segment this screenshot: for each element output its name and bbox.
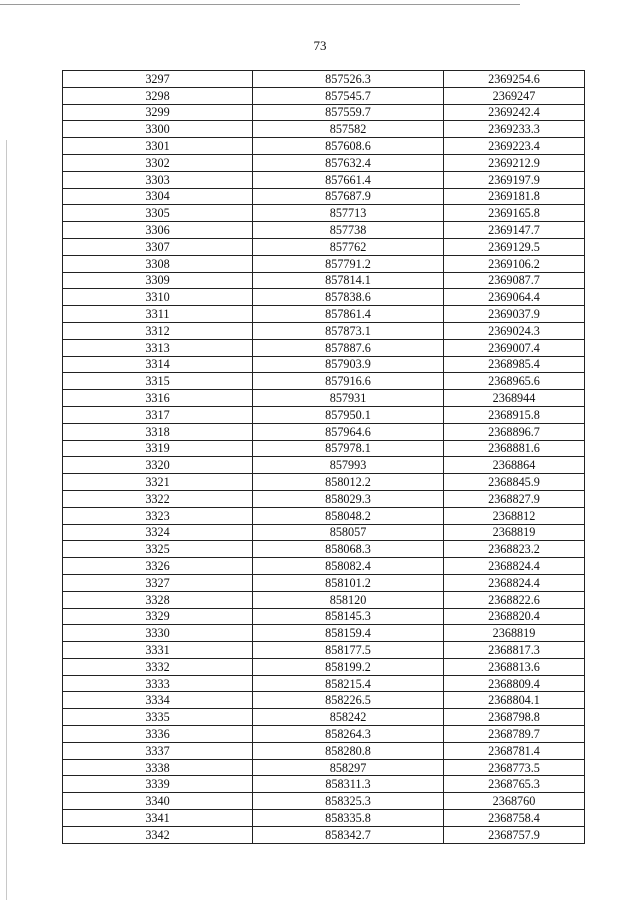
y-coordinate-cell: 2368813.6	[444, 658, 585, 675]
y-coordinate-cell: 2368823.2	[444, 541, 585, 558]
y-coordinate-cell: 2369147.7	[444, 222, 585, 239]
table-row	[63, 709, 585, 726]
point-number-cell: 3331	[63, 642, 253, 659]
table-row	[63, 658, 585, 675]
y-coordinate-cell: 2368824.4	[444, 558, 585, 575]
table-row	[63, 742, 585, 759]
point-number-cell: 3330	[63, 625, 253, 642]
y-coordinate-cell: 2369223.4	[444, 138, 585, 155]
point-number-cell: 3339	[63, 776, 253, 793]
y-coordinate-cell: 2368820.4	[444, 608, 585, 625]
y-coordinate-cell: 2369064.4	[444, 289, 585, 306]
point-number-cell: 3318	[63, 423, 253, 440]
table-row	[63, 524, 585, 541]
x-coordinate-cell: 857861.4	[253, 306, 444, 323]
y-coordinate-cell: 2368845.9	[444, 474, 585, 491]
x-coordinate-cell: 857545.7	[253, 87, 444, 104]
point-number-cell: 3311	[63, 306, 253, 323]
point-number-cell: 3342	[63, 826, 253, 843]
y-coordinate-cell: 2368760	[444, 793, 585, 810]
point-number-cell: 3306	[63, 222, 253, 239]
table-row	[63, 507, 585, 524]
table-row	[63, 675, 585, 692]
point-number-cell: 3322	[63, 490, 253, 507]
table-row	[63, 255, 585, 272]
y-coordinate-cell: 2368757.9	[444, 826, 585, 843]
y-coordinate-cell: 2369254.6	[444, 71, 585, 88]
point-number-cell: 3325	[63, 541, 253, 558]
x-coordinate-cell: 858226.5	[253, 692, 444, 709]
x-coordinate-cell: 857993	[253, 457, 444, 474]
x-coordinate-cell: 857762	[253, 238, 444, 255]
x-coordinate-cell: 857608.6	[253, 138, 444, 155]
scan-top-rule	[0, 4, 520, 5]
x-coordinate-cell: 858057	[253, 524, 444, 541]
point-number-cell: 3298	[63, 87, 253, 104]
table-row	[63, 171, 585, 188]
point-number-cell: 3329	[63, 608, 253, 625]
y-coordinate-cell: 2368798.8	[444, 709, 585, 726]
x-coordinate-cell: 857903.9	[253, 356, 444, 373]
point-number-cell: 3326	[63, 558, 253, 575]
point-number-cell: 3316	[63, 390, 253, 407]
x-coordinate-cell: 857582	[253, 121, 444, 138]
y-coordinate-cell: 2368915.8	[444, 406, 585, 423]
x-coordinate-cell: 857887.6	[253, 339, 444, 356]
table-row	[63, 457, 585, 474]
point-number-cell: 3328	[63, 591, 253, 608]
point-number-cell: 3341	[63, 810, 253, 827]
x-coordinate-cell: 858101.2	[253, 574, 444, 591]
table-row	[63, 322, 585, 339]
table-row	[63, 776, 585, 793]
table-row	[63, 826, 585, 843]
coordinates-table	[62, 70, 585, 844]
y-coordinate-cell: 2369242.4	[444, 104, 585, 121]
x-coordinate-cell: 857978.1	[253, 440, 444, 457]
table-row	[63, 625, 585, 642]
y-coordinate-cell: 2369181.8	[444, 188, 585, 205]
x-coordinate-cell: 857526.3	[253, 71, 444, 88]
x-coordinate-cell: 857738	[253, 222, 444, 239]
point-number-cell: 3332	[63, 658, 253, 675]
x-coordinate-cell: 858242	[253, 709, 444, 726]
x-coordinate-cell: 857838.6	[253, 289, 444, 306]
y-coordinate-cell: 2368827.9	[444, 490, 585, 507]
page-number: 73	[313, 38, 327, 53]
table-row	[63, 490, 585, 507]
point-number-cell: 3319	[63, 440, 253, 457]
point-number-cell: 3315	[63, 373, 253, 390]
x-coordinate-cell: 858325.3	[253, 793, 444, 810]
x-coordinate-cell: 857931	[253, 390, 444, 407]
point-number-cell: 3320	[63, 457, 253, 474]
table-row	[63, 726, 585, 743]
point-number-cell: 3304	[63, 188, 253, 205]
y-coordinate-cell: 2368819	[444, 625, 585, 642]
table-row	[63, 541, 585, 558]
y-coordinate-cell: 2368965.6	[444, 373, 585, 390]
table-row	[63, 238, 585, 255]
y-coordinate-cell: 2368896.7	[444, 423, 585, 440]
y-coordinate-cell: 2369233.3	[444, 121, 585, 138]
y-coordinate-cell: 2369247	[444, 87, 585, 104]
point-number-cell: 3302	[63, 154, 253, 171]
y-coordinate-cell: 2368809.4	[444, 675, 585, 692]
x-coordinate-cell: 858264.3	[253, 726, 444, 743]
x-coordinate-cell: 858048.2	[253, 507, 444, 524]
table-row	[63, 138, 585, 155]
point-number-cell: 3327	[63, 574, 253, 591]
y-coordinate-cell: 2368881.6	[444, 440, 585, 457]
y-coordinate-cell: 2368781.4	[444, 742, 585, 759]
y-coordinate-cell: 2368804.1	[444, 692, 585, 709]
y-coordinate-cell: 2369129.5	[444, 238, 585, 255]
x-coordinate-cell: 857791.2	[253, 255, 444, 272]
point-number-cell: 3338	[63, 759, 253, 776]
table-row	[63, 87, 585, 104]
table-row	[63, 356, 585, 373]
y-coordinate-cell: 2368985.4	[444, 356, 585, 373]
point-number-cell: 3308	[63, 255, 253, 272]
table-row	[63, 104, 585, 121]
table-row	[63, 574, 585, 591]
x-coordinate-cell: 857559.7	[253, 104, 444, 121]
table-row	[63, 474, 585, 491]
table-row	[63, 121, 585, 138]
table-row	[63, 289, 585, 306]
x-coordinate-cell: 858120	[253, 591, 444, 608]
table-row	[63, 306, 585, 323]
y-coordinate-cell: 2368824.4	[444, 574, 585, 591]
point-number-cell: 3317	[63, 406, 253, 423]
point-number-cell: 3323	[63, 507, 253, 524]
x-coordinate-cell: 857873.1	[253, 322, 444, 339]
x-coordinate-cell: 858159.4	[253, 625, 444, 642]
y-coordinate-cell: 2369037.9	[444, 306, 585, 323]
y-coordinate-cell: 2369197.9	[444, 171, 585, 188]
table-row	[63, 759, 585, 776]
table-row	[63, 558, 585, 575]
table-row	[63, 810, 585, 827]
y-coordinate-cell: 2368812	[444, 507, 585, 524]
point-number-cell: 3314	[63, 356, 253, 373]
y-coordinate-cell: 2368789.7	[444, 726, 585, 743]
point-number-cell: 3337	[63, 742, 253, 759]
x-coordinate-cell: 857713	[253, 205, 444, 222]
point-number-cell: 3340	[63, 793, 253, 810]
y-coordinate-cell: 2368773.5	[444, 759, 585, 776]
point-number-cell: 3303	[63, 171, 253, 188]
point-number-cell: 3305	[63, 205, 253, 222]
y-coordinate-cell: 2368819	[444, 524, 585, 541]
point-number-cell: 3335	[63, 709, 253, 726]
table-row	[63, 423, 585, 440]
point-number-cell: 3309	[63, 272, 253, 289]
table-row	[63, 188, 585, 205]
table-row	[63, 608, 585, 625]
x-coordinate-cell: 858199.2	[253, 658, 444, 675]
y-coordinate-cell: 2368944	[444, 390, 585, 407]
y-coordinate-cell: 2368864	[444, 457, 585, 474]
table-row	[63, 205, 585, 222]
table-row	[63, 390, 585, 407]
table-row	[63, 793, 585, 810]
point-number-cell: 3299	[63, 104, 253, 121]
table-row	[63, 642, 585, 659]
scan-left-edge	[6, 140, 7, 900]
coordinates-table-body	[63, 71, 585, 844]
point-number-cell: 3334	[63, 692, 253, 709]
x-coordinate-cell: 858145.3	[253, 608, 444, 625]
y-coordinate-cell: 2368822.6	[444, 591, 585, 608]
y-coordinate-cell: 2368817.3	[444, 642, 585, 659]
table-row	[63, 71, 585, 88]
x-coordinate-cell: 858215.4	[253, 675, 444, 692]
y-coordinate-cell: 2368765.3	[444, 776, 585, 793]
x-coordinate-cell: 858280.8	[253, 742, 444, 759]
table-row	[63, 339, 585, 356]
point-number-cell: 3321	[63, 474, 253, 491]
table-row	[63, 272, 585, 289]
point-number-cell: 3333	[63, 675, 253, 692]
x-coordinate-cell: 857916.6	[253, 373, 444, 390]
table-row	[63, 222, 585, 239]
y-coordinate-cell: 2369165.8	[444, 205, 585, 222]
point-number-cell: 3300	[63, 121, 253, 138]
point-number-cell: 3313	[63, 339, 253, 356]
table-row	[63, 440, 585, 457]
table-row	[63, 591, 585, 608]
x-coordinate-cell: 857964.6	[253, 423, 444, 440]
x-coordinate-cell: 857632.4	[253, 154, 444, 171]
x-coordinate-cell: 858335.8	[253, 810, 444, 827]
point-number-cell: 3324	[63, 524, 253, 541]
x-coordinate-cell: 858177.5	[253, 642, 444, 659]
point-number-cell: 3310	[63, 289, 253, 306]
x-coordinate-cell: 857814.1	[253, 272, 444, 289]
point-number-cell: 3312	[63, 322, 253, 339]
x-coordinate-cell: 858342.7	[253, 826, 444, 843]
y-coordinate-cell: 2369024.3	[444, 322, 585, 339]
x-coordinate-cell: 857687.9	[253, 188, 444, 205]
x-coordinate-cell: 857661.4	[253, 171, 444, 188]
point-number-cell: 3336	[63, 726, 253, 743]
x-coordinate-cell: 858068.3	[253, 541, 444, 558]
table-row	[63, 154, 585, 171]
point-number-cell: 3297	[63, 71, 253, 88]
x-coordinate-cell: 858082.4	[253, 558, 444, 575]
table-row	[63, 692, 585, 709]
x-coordinate-cell: 858029.3	[253, 490, 444, 507]
y-coordinate-cell: 2368758.4	[444, 810, 585, 827]
table-row	[63, 406, 585, 423]
x-coordinate-cell: 858311.3	[253, 776, 444, 793]
x-coordinate-cell: 858297	[253, 759, 444, 776]
y-coordinate-cell: 2369007.4	[444, 339, 585, 356]
table-row	[63, 373, 585, 390]
y-coordinate-cell: 2369212.9	[444, 154, 585, 171]
x-coordinate-cell: 858012.2	[253, 474, 444, 491]
y-coordinate-cell: 2369087.7	[444, 272, 585, 289]
point-number-cell: 3301	[63, 138, 253, 155]
x-coordinate-cell: 857950.1	[253, 406, 444, 423]
y-coordinate-cell: 2369106.2	[444, 255, 585, 272]
point-number-cell: 3307	[63, 238, 253, 255]
